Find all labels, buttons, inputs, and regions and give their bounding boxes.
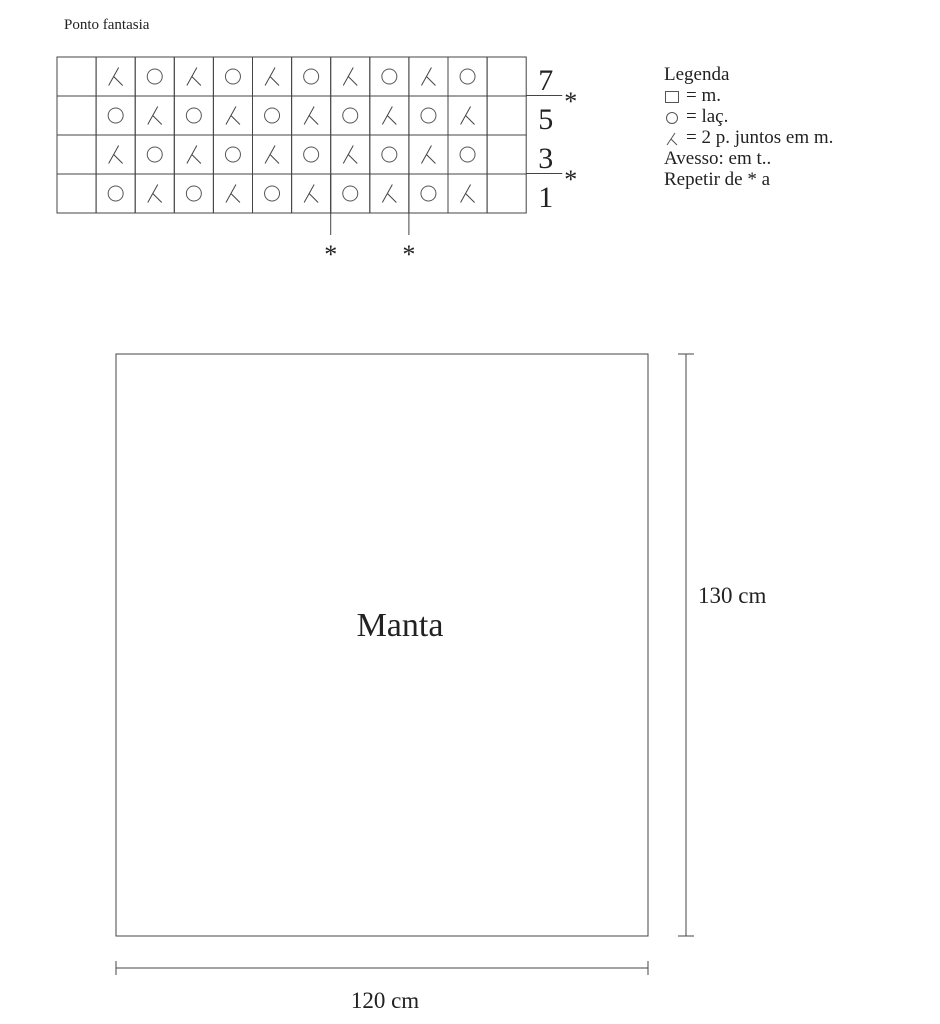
chart-cell	[174, 57, 213, 96]
legend-item-circle	[664, 106, 833, 127]
k2tog-symbol	[382, 107, 396, 125]
chart-cell	[135, 96, 174, 135]
repeat-asterisk-bottom: *	[324, 240, 338, 269]
yarn-over-symbol	[343, 108, 358, 123]
yarn-over-symbol	[225, 147, 240, 162]
k2tog-symbol	[187, 68, 201, 86]
yarn-over-symbol	[382, 69, 397, 84]
chart-cell	[174, 174, 213, 213]
k2tog-symbol	[461, 185, 475, 203]
chart-cell	[96, 57, 135, 96]
chart-cell	[487, 135, 526, 174]
circle-icon	[664, 108, 686, 126]
yarn-over-symbol	[147, 69, 162, 84]
chart-cell	[487, 57, 526, 96]
chart-cell	[487, 96, 526, 135]
height-label: 130 cm	[698, 583, 767, 608]
yarn-over-symbol	[421, 186, 436, 201]
chart-cell	[135, 174, 174, 213]
legend-item-label: = m.	[686, 85, 721, 106]
chart-cell	[292, 57, 331, 96]
legend-note-repeat: Repetir de * a	[664, 169, 771, 190]
yarn-over-symbol	[265, 108, 280, 123]
k2tog-icon	[664, 129, 686, 147]
chart-cell	[135, 57, 174, 96]
chart-cell	[487, 174, 526, 213]
chart-cell	[57, 135, 96, 174]
legend-item-label: = laç.	[686, 106, 729, 127]
k2tog-symbol	[382, 185, 396, 203]
yarn-over-symbol	[108, 186, 123, 201]
yarn-over-symbol	[225, 69, 240, 84]
yarn-over-symbol	[108, 108, 123, 123]
repeat-asterisk-right: *	[564, 165, 578, 194]
chart-cell	[253, 135, 292, 174]
chart-cell	[331, 174, 370, 213]
yarn-over-symbol	[304, 147, 319, 162]
k2tog-symbol	[461, 107, 475, 125]
k2tog-symbol	[304, 107, 318, 125]
chart-cell	[448, 57, 487, 96]
chart-cell	[409, 174, 448, 213]
legend-item-label: = 2 p. juntos em m.	[686, 127, 834, 148]
square-icon	[664, 87, 686, 105]
chart-cell	[174, 135, 213, 174]
yarn-over-symbol	[186, 186, 201, 201]
chart-cell	[409, 57, 448, 96]
k2tog-symbol	[109, 68, 123, 86]
chart-cell	[213, 96, 252, 135]
yarn-over-symbol	[460, 147, 475, 162]
chart-cell	[292, 174, 331, 213]
k2tog-symbol	[226, 107, 240, 125]
k2tog-symbol	[226, 185, 240, 203]
row-label: 1	[538, 181, 554, 214]
chart-cell	[331, 96, 370, 135]
row-label: 5	[538, 103, 554, 136]
k2tog-symbol	[421, 146, 435, 164]
row-label: 3	[538, 142, 554, 175]
chart-cell	[174, 96, 213, 135]
yarn-over-symbol	[147, 147, 162, 162]
yarn-over-symbol	[186, 108, 201, 123]
yarn-over-symbol	[343, 186, 358, 201]
legend-title: Legenda	[664, 64, 730, 85]
chart-cell	[213, 57, 252, 96]
k2tog-symbol	[343, 68, 357, 86]
chart-cell	[96, 174, 135, 213]
chart-cell	[370, 96, 409, 135]
chart-cell	[448, 96, 487, 135]
chart-cell	[253, 57, 292, 96]
chart-title: Ponto fantasia	[64, 17, 150, 33]
stitch-chart	[57, 57, 526, 213]
yarn-over-symbol	[382, 147, 397, 162]
chart-cell	[96, 96, 135, 135]
k2tog-symbol	[109, 146, 123, 164]
chart-cell	[370, 135, 409, 174]
chart-cell	[213, 135, 252, 174]
chart-cell	[409, 96, 448, 135]
legend-item-square	[664, 85, 833, 106]
blanket-label: Manta	[356, 607, 444, 644]
chart-cell	[135, 135, 174, 174]
chart-cell	[292, 135, 331, 174]
k2tog-symbol	[421, 68, 435, 86]
chart-cell	[96, 135, 135, 174]
chart-cell	[213, 174, 252, 213]
chart-cell	[253, 96, 292, 135]
k2tog-symbol	[148, 185, 162, 203]
yarn-over-symbol	[304, 69, 319, 84]
row-labels	[324, 64, 577, 269]
k2tog-symbol	[343, 146, 357, 164]
yarn-over-symbol	[460, 69, 475, 84]
blanket-schematic	[116, 354, 766, 1013]
k2tog-symbol	[304, 185, 318, 203]
chart-cell	[370, 174, 409, 213]
chart-cell	[57, 57, 96, 96]
repeat-asterisk-bottom: *	[402, 240, 416, 269]
chart-cell	[409, 135, 448, 174]
legend-item-k2tog	[664, 127, 833, 148]
k2tog-symbol	[148, 107, 162, 125]
legend-note-wrong-side: Avesso: em t..	[664, 148, 772, 169]
yarn-over-symbol	[421, 108, 436, 123]
yarn-over-symbol	[265, 186, 280, 201]
chart-cell	[57, 174, 96, 213]
chart-cell	[448, 174, 487, 213]
k2tog-symbol	[187, 146, 201, 164]
row-label: 7	[538, 64, 554, 97]
chart-cell	[57, 96, 96, 135]
blanket-outline	[116, 354, 648, 936]
k2tog-symbol	[265, 146, 279, 164]
chart-cell	[253, 174, 292, 213]
chart-cell	[370, 57, 409, 96]
legend	[664, 64, 833, 190]
k2tog-symbol	[265, 68, 279, 86]
width-label: 120 cm	[350, 988, 420, 1013]
chart-cell	[331, 57, 370, 96]
chart-cell	[448, 135, 487, 174]
chart-cell	[292, 96, 331, 135]
repeat-asterisk-right: *	[564, 87, 578, 116]
chart-cell	[331, 135, 370, 174]
